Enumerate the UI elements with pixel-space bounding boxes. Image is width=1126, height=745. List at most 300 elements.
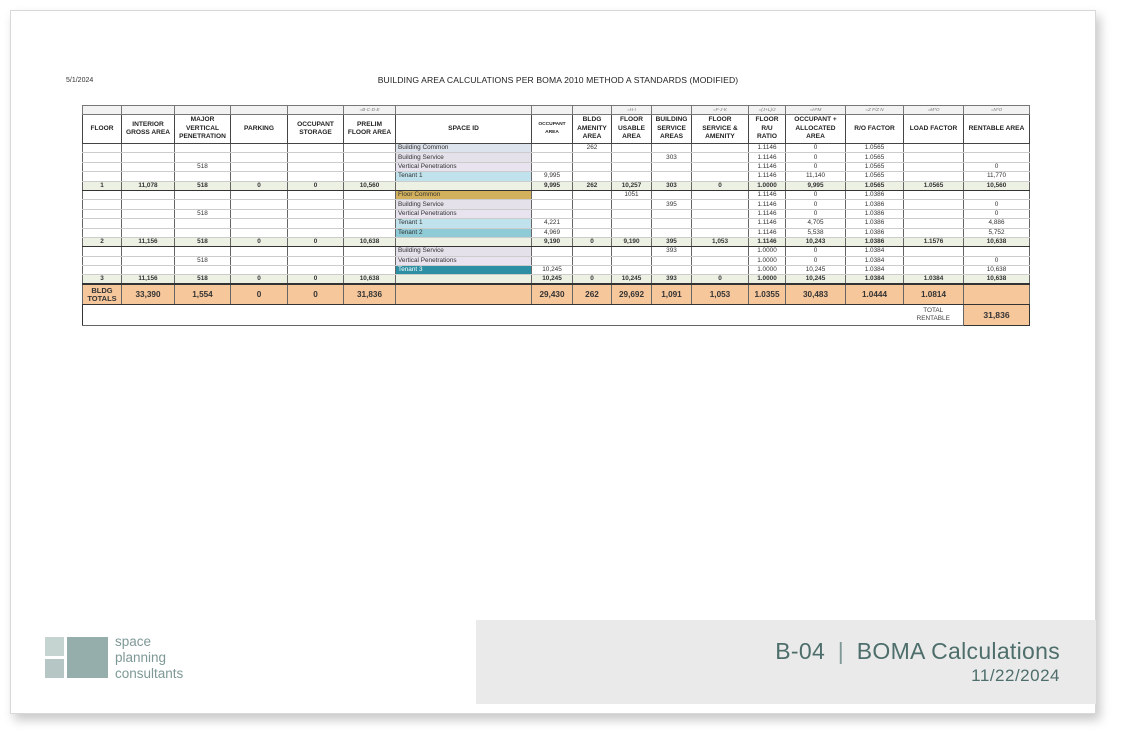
table-cell: 9,190 (612, 237, 652, 246)
table-cell: 0 (573, 275, 612, 285)
table-cell (344, 228, 396, 237)
table-cell (612, 219, 652, 228)
table-cell: 0 (692, 275, 749, 285)
table-cell: 10,638 (964, 275, 1030, 285)
table-cell (573, 219, 612, 228)
table-cell (532, 190, 573, 199)
table-cell: 1.1146 (749, 144, 786, 153)
table-cell: 518 (175, 209, 231, 218)
table-cell (175, 153, 231, 162)
table-cell (122, 153, 175, 162)
table-cell: 262 (573, 144, 612, 153)
building-total-cell (964, 284, 1030, 304)
table-cell (652, 256, 692, 265)
table-cell: 5,538 (786, 228, 846, 237)
table-cell: 1.1576 (904, 237, 964, 246)
sheet-number: B-04 (775, 638, 826, 664)
floor-total-row (83, 275, 1030, 285)
table-cell: 262 (573, 181, 612, 190)
table-row (83, 172, 1030, 181)
total-rentable-spacer (83, 304, 904, 325)
table-cell: 0 (231, 237, 288, 246)
table-cell: 9,995 (532, 172, 573, 181)
table-cell (612, 172, 652, 181)
table-cell: 0 (964, 256, 1030, 265)
table-title: BUILDING AREA CALCULATIONS PER BOMA 2010 METHOD A STANDARDS (MODIFIED) (377, 75, 739, 85)
table-cell (573, 190, 612, 199)
table-cell (573, 228, 612, 237)
floor-total-row (83, 181, 1030, 190)
table-cell: 1.0000 (749, 275, 786, 285)
table-cell (904, 228, 964, 237)
table-cell (288, 153, 344, 162)
table-cell (231, 144, 288, 153)
table-cell: 518 (175, 162, 231, 171)
building-total-cell: 0 (231, 284, 288, 304)
table-cell (573, 162, 612, 171)
table-cell (288, 144, 344, 153)
column-header: INTERIOR GROSS AREA (122, 115, 175, 144)
building-totals-row (83, 284, 1030, 304)
table-cell: 1.0386 (846, 237, 904, 246)
logo-wordmark (115, 634, 183, 682)
table-cell: 1.0386 (846, 219, 904, 228)
table-cell (612, 266, 652, 275)
table-cell: 0 (692, 181, 749, 190)
logo-line-3: consultants (115, 666, 184, 681)
building-total-cell: 0 (288, 284, 344, 304)
table-cell (231, 247, 288, 256)
table-cell: 518 (175, 237, 231, 246)
column-header: LOAD FACTOR (904, 115, 964, 144)
table-cell: 303 (652, 153, 692, 162)
total-rentable-label-line2: RENTABLE (916, 314, 950, 322)
table-cell: 0 (786, 162, 846, 171)
table-row (83, 256, 1030, 265)
table-cell: 10,245 (786, 266, 846, 275)
column-header: FLOOR R/U RATIO (749, 115, 786, 144)
formula-cell: =H-I (612, 106, 652, 115)
table-cell: 10,245 (532, 266, 573, 275)
table-cell (344, 219, 396, 228)
table-cell: 10,243 (786, 237, 846, 246)
table-cell: 395 (652, 237, 692, 246)
table-cell: 1.0565 (904, 181, 964, 190)
table-cell: 1.0000 (749, 256, 786, 265)
table-cell (122, 219, 175, 228)
table-cell (231, 200, 288, 209)
table-cell (692, 266, 749, 275)
boma-calculations-table (82, 105, 1030, 326)
column-header: OCCUPANT AREA (532, 115, 573, 144)
table-cell (612, 144, 652, 153)
table-cell: 395 (652, 200, 692, 209)
table-cell (231, 162, 288, 171)
table-cell: 0 (288, 237, 344, 246)
table-cell (175, 172, 231, 181)
table-cell: 0 (786, 200, 846, 209)
table-cell (83, 162, 122, 171)
formula-cell: =(J+L)/J (749, 106, 786, 115)
table-cell: 1.1146 (749, 209, 786, 218)
building-total-cell: 30,483 (786, 284, 846, 304)
table-cell (288, 228, 344, 237)
table-cell: 0 (786, 144, 846, 153)
table-cell: 1.0386 (846, 200, 904, 209)
building-total-cell: 33,390 (122, 284, 175, 304)
column-header: RENTABLE AREA (964, 115, 1030, 144)
table-cell (532, 200, 573, 209)
table-cell (122, 172, 175, 181)
table-cell (692, 162, 749, 171)
table-cell: 9,190 (532, 237, 573, 246)
table-cell: 4,886 (964, 219, 1030, 228)
table-cell: 1.1146 (749, 200, 786, 209)
sheet-date: 11/22/2024 (971, 666, 1060, 685)
table-cell (231, 209, 288, 218)
column-header: OCCUPANT STORAGE (288, 115, 344, 144)
table-cell: 518 (175, 181, 231, 190)
table-cell (83, 153, 122, 162)
table-cell (652, 190, 692, 199)
table-cell: 0 (231, 181, 288, 190)
table-cell (964, 144, 1030, 153)
column-header: PRELIM FLOOR AREA (344, 115, 396, 144)
formula-cell (231, 106, 288, 115)
table-cell (652, 144, 692, 153)
space-id-cell: Tenant 2 (396, 228, 532, 237)
table-cell: 1.0565 (846, 153, 904, 162)
table-cell: 1 (83, 181, 122, 190)
table-cell: 1.0384 (846, 275, 904, 285)
building-total-cell: 29,430 (532, 284, 573, 304)
table-cell (231, 256, 288, 265)
table-cell (344, 153, 396, 162)
table-cell: 1.1146 (749, 237, 786, 246)
table-body (83, 106, 1030, 326)
table-cell (83, 266, 122, 275)
table-cell (288, 200, 344, 209)
table-cell (83, 144, 122, 153)
table-cell: 10,257 (612, 181, 652, 190)
table-cell: 10,245 (786, 275, 846, 285)
table-cell (532, 144, 573, 153)
table-cell: 4,221 (532, 219, 573, 228)
formula-cell (122, 106, 175, 115)
table-cell: 11,140 (786, 172, 846, 181)
table-cell (83, 247, 122, 256)
table-cell: 1.0000 (749, 247, 786, 256)
table-cell (652, 172, 692, 181)
formula-cell: =N*O (964, 106, 1030, 115)
table-cell: 1.0565 (846, 162, 904, 171)
space-id-cell (396, 275, 532, 285)
table-cell (288, 247, 344, 256)
print-date: 5/1/2024 (66, 77, 94, 84)
space-id-cell: Tenant 1 (396, 172, 532, 181)
formula-cell (288, 106, 344, 115)
table-cell (573, 153, 612, 162)
table-cell (692, 219, 749, 228)
table-cell (652, 219, 692, 228)
table-row (83, 228, 1030, 237)
building-total-cell (396, 284, 532, 304)
table-row (83, 219, 1030, 228)
table-cell (288, 209, 344, 218)
column-header: PARKING (231, 115, 288, 144)
formula-cell: =Z F/Z N (846, 106, 904, 115)
table-cell (964, 247, 1030, 256)
table-cell (83, 190, 122, 199)
logo-square-small-top (45, 637, 64, 656)
table-cell (573, 209, 612, 218)
company-logo (45, 634, 245, 687)
table-cell (288, 266, 344, 275)
table-cell (652, 266, 692, 275)
table-cell (175, 266, 231, 275)
table-cell (344, 172, 396, 181)
table-cell: 1.0000 (749, 181, 786, 190)
table-cell: 0 (231, 275, 288, 285)
table-cell: 1,053 (692, 237, 749, 246)
space-id-cell: Vertical Penetrations (396, 256, 532, 265)
table-cell: 1.0000 (749, 266, 786, 275)
column-header: MAJOR VERTICAL PENETRATION (175, 115, 231, 144)
table-cell (904, 144, 964, 153)
table-cell (652, 209, 692, 218)
table-cell: 10,245 (612, 275, 652, 285)
space-id-cell: Building Common (396, 144, 532, 153)
table-cell (532, 247, 573, 256)
table-cell (231, 172, 288, 181)
table-cell (175, 144, 231, 153)
table-cell (692, 256, 749, 265)
building-total-cell: 1.0444 (846, 284, 904, 304)
table-cell (612, 200, 652, 209)
table-cell: 10,560 (964, 181, 1030, 190)
table-cell (344, 200, 396, 209)
column-header: BUILDING SERVICE AREAS (652, 115, 692, 144)
space-id-cell: Tenant 3 (396, 266, 532, 275)
table-cell: 3 (83, 275, 122, 285)
table-cell: 1.0384 (846, 256, 904, 265)
table-cell: 11,078 (122, 181, 175, 190)
space-id-cell: Building Service (396, 153, 532, 162)
formula-cell: =H*M (786, 106, 846, 115)
table-cell: 1.0386 (846, 209, 904, 218)
table-cell: 0 (573, 237, 612, 246)
table-cell: 0 (288, 275, 344, 285)
building-total-cell: 1.0814 (904, 284, 964, 304)
table-cell (175, 190, 231, 199)
space-id-cell: Building Service (396, 247, 532, 256)
table-cell (573, 266, 612, 275)
header-row (83, 115, 1030, 144)
table-cell (344, 256, 396, 265)
column-header: FLOOR USABLE AREA (612, 115, 652, 144)
formula-cell: =F-J-K (692, 106, 749, 115)
table-cell (122, 190, 175, 199)
table-row (83, 153, 1030, 162)
table-cell (344, 144, 396, 153)
table-cell (964, 190, 1030, 199)
table-cell: 10,638 (344, 237, 396, 246)
table-cell: 0 (786, 247, 846, 256)
table-cell: 1.0565 (846, 181, 904, 190)
table-row (83, 190, 1030, 199)
table-cell: 0 (964, 162, 1030, 171)
table-cell: 0 (786, 209, 846, 218)
table-cell (964, 153, 1030, 162)
table-cell: 1051 (612, 190, 652, 199)
table-cell (122, 200, 175, 209)
table-cell: 4,969 (532, 228, 573, 237)
space-id-cell: Vertical Penetrations (396, 209, 532, 218)
table-row (83, 247, 1030, 256)
formula-cell: =B-C-D-E (344, 106, 396, 115)
table-cell (122, 144, 175, 153)
table-cell: 1.0384 (846, 247, 904, 256)
building-total-cell: 1,554 (175, 284, 231, 304)
table-cell (612, 228, 652, 237)
table-cell: 11,770 (964, 172, 1030, 181)
table-cell (652, 228, 692, 237)
table-cell: 1.0565 (846, 172, 904, 181)
formula-cell: =M*O (904, 106, 964, 115)
table-cell (573, 247, 612, 256)
table-cell (904, 247, 964, 256)
table-cell (652, 162, 692, 171)
total-rentable-value: 31,836 (964, 304, 1030, 325)
table-cell: 0 (964, 209, 1030, 218)
table-cell (532, 256, 573, 265)
formula-cell (532, 106, 573, 115)
table-cell: 0 (786, 153, 846, 162)
building-total-cell: 1,053 (692, 284, 749, 304)
table-cell (83, 219, 122, 228)
table-cell (344, 247, 396, 256)
table-cell: 0 (964, 200, 1030, 209)
table-cell (175, 219, 231, 228)
table-cell (83, 256, 122, 265)
table-cell (612, 209, 652, 218)
table-cell (904, 190, 964, 199)
table-cell: 10,638 (344, 275, 396, 285)
table-cell (122, 228, 175, 237)
table-cell (231, 219, 288, 228)
column-header: FLOOR (83, 115, 122, 144)
logo-square-small-bottom (45, 659, 64, 678)
formula-cell (83, 106, 122, 115)
formula-row (83, 106, 1030, 115)
table-cell (573, 256, 612, 265)
table-cell: 0 (288, 181, 344, 190)
table-cell (288, 190, 344, 199)
table-cell (904, 172, 964, 181)
formula-cell (573, 106, 612, 115)
floor-total-row (83, 237, 1030, 246)
table-cell (612, 162, 652, 171)
table-cell (83, 172, 122, 181)
building-totals-label-line1: BLDG (91, 285, 113, 295)
building-total-cell: 29,692 (612, 284, 652, 304)
table-cell (288, 162, 344, 171)
table-cell (83, 200, 122, 209)
table-cell (83, 209, 122, 218)
table-cell (692, 190, 749, 199)
table-cell (532, 153, 573, 162)
table-row (83, 144, 1030, 153)
table-cell (231, 190, 288, 199)
table-cell (692, 153, 749, 162)
logo-line-1: space (115, 634, 152, 649)
table-cell (612, 153, 652, 162)
table-cell: 5,752 (964, 228, 1030, 237)
column-header: BLDG AMENITY AREA (573, 115, 612, 144)
table-cell: 518 (175, 275, 231, 285)
table-cell (692, 200, 749, 209)
table-row (83, 162, 1030, 171)
title-block (476, 620, 1096, 704)
table-cell (573, 200, 612, 209)
table-cell (83, 228, 122, 237)
table-cell: 1.1146 (749, 172, 786, 181)
table-cell (692, 209, 749, 218)
table-cell: 10,560 (344, 181, 396, 190)
table-cell: 10,245 (532, 275, 573, 285)
table-cell: 0 (786, 190, 846, 199)
table-cell: 393 (652, 275, 692, 285)
table-cell: 10,638 (964, 237, 1030, 246)
table-cell (231, 228, 288, 237)
total-rentable-label (904, 304, 964, 325)
building-total-cell: 262 (573, 284, 612, 304)
table-cell: 11,156 (122, 275, 175, 285)
table-cell: 393 (652, 247, 692, 256)
formula-cell (175, 106, 231, 115)
table-row (83, 200, 1030, 209)
total-rentable-label-line1: TOTAL (923, 306, 944, 314)
table-cell (904, 219, 964, 228)
drawing-sheet (10, 10, 1096, 714)
space-id-cell: Building Service (396, 200, 532, 209)
table-cell: 11,156 (122, 237, 175, 246)
building-total-cell: 1,091 (652, 284, 692, 304)
table-cell (904, 200, 964, 209)
table-cell (532, 209, 573, 218)
table-cell (344, 209, 396, 218)
column-header: SPACE ID (396, 115, 532, 144)
table-cell (122, 256, 175, 265)
table-cell: 518 (175, 256, 231, 265)
table-cell (612, 247, 652, 256)
table-cell (122, 162, 175, 171)
table-cell: 303 (652, 181, 692, 190)
table-cell (288, 172, 344, 181)
building-totals-label (83, 284, 122, 304)
table-cell (288, 256, 344, 265)
table-cell: 2 (83, 237, 122, 246)
total-rentable-row (83, 304, 1030, 325)
table-cell: 9,995 (532, 181, 573, 190)
table-cell (122, 209, 175, 218)
table-cell (904, 256, 964, 265)
table-row (83, 266, 1030, 275)
building-total-cell: 31,836 (344, 284, 396, 304)
table-cell: 1.0386 (846, 190, 904, 199)
logo-line-2: planning (115, 650, 167, 665)
table-cell: 1.1146 (749, 228, 786, 237)
